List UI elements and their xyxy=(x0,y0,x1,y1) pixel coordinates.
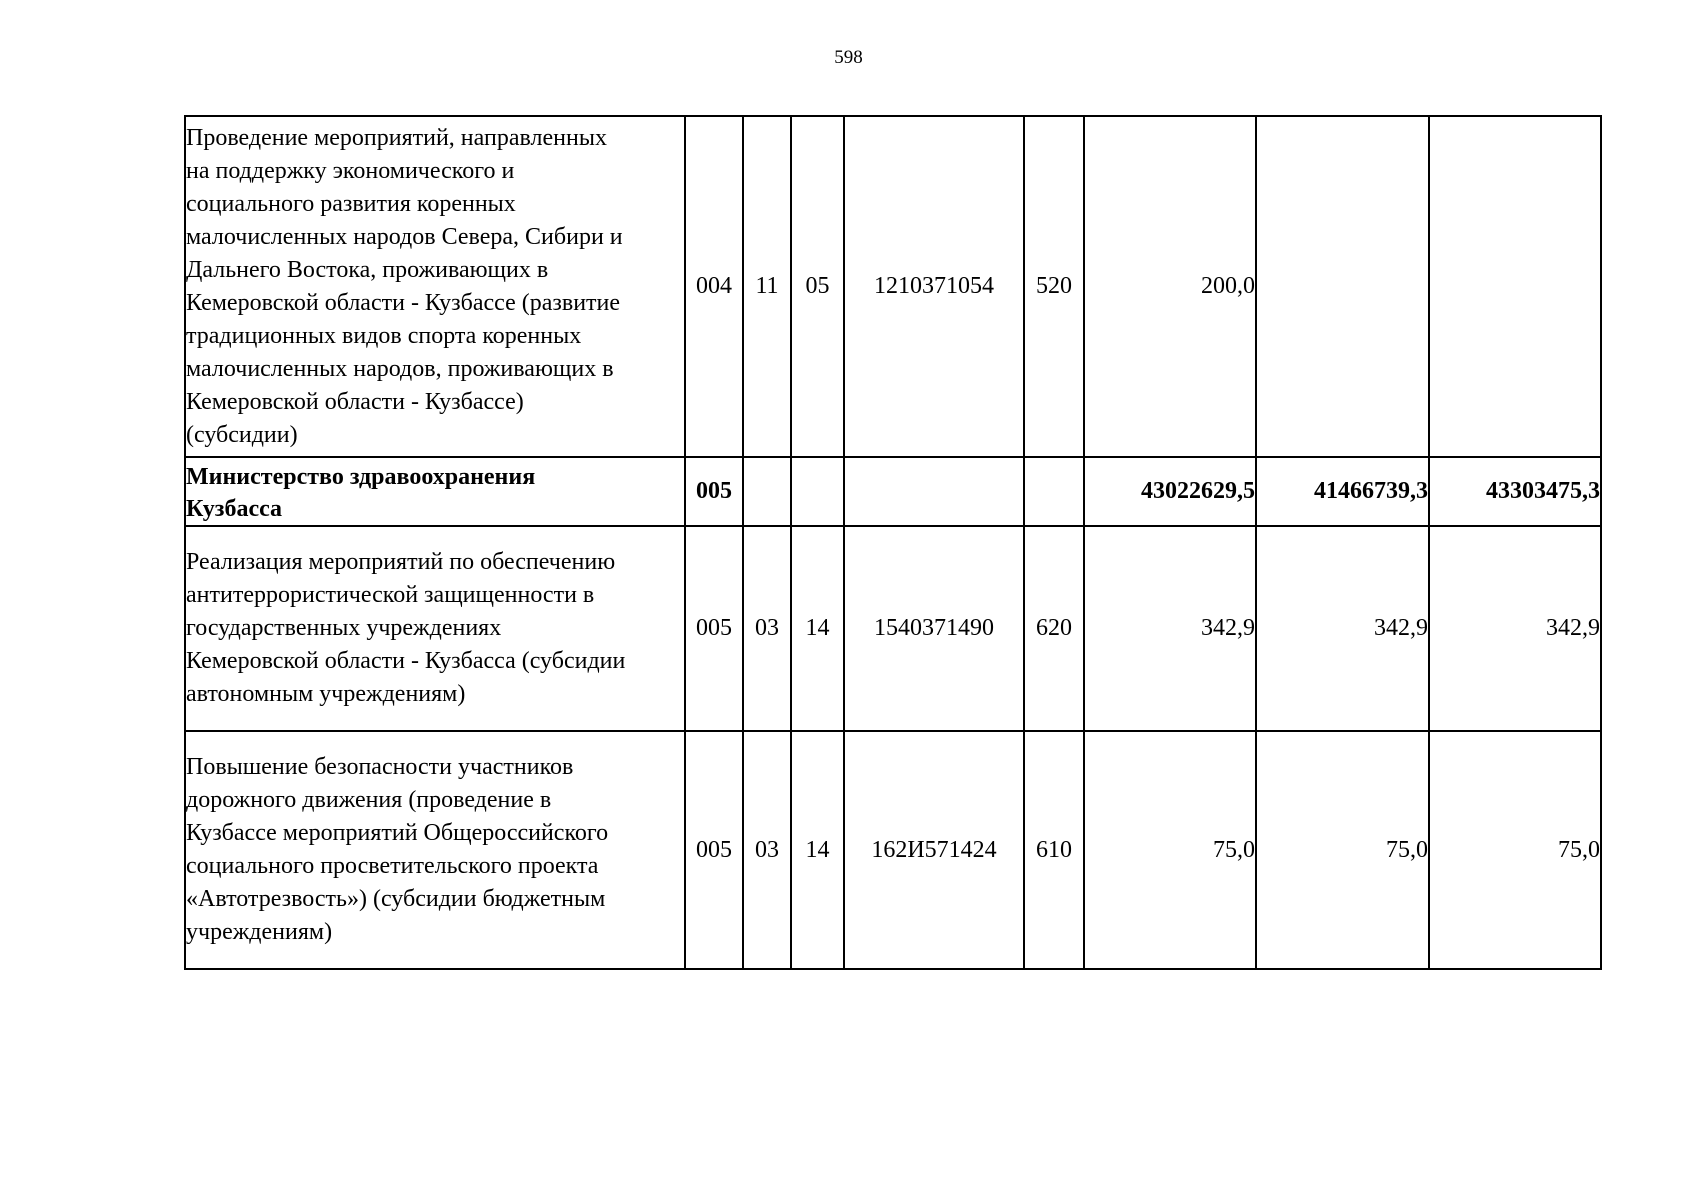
section-code: 11 xyxy=(743,116,791,457)
amount-year-1: 43022629,5 xyxy=(1084,457,1256,526)
target-article-code: 162И571424 xyxy=(844,731,1024,969)
amount-year-2: 342,9 xyxy=(1256,526,1429,731)
section-code: 03 xyxy=(743,526,791,731)
budget-table xyxy=(184,115,1602,970)
table-row xyxy=(185,116,1601,457)
table-row xyxy=(185,526,1601,731)
expense-type-code: 620 xyxy=(1024,526,1084,731)
amount-year-3 xyxy=(1429,116,1601,457)
target-article-code xyxy=(844,457,1024,526)
amount-year-2 xyxy=(1256,116,1429,457)
ministry-code: 005 xyxy=(685,457,743,526)
target-article-code: 1210371054 xyxy=(844,116,1024,457)
section-code xyxy=(743,457,791,526)
expense-type-code: 610 xyxy=(1024,731,1084,969)
ministry-code: 005 xyxy=(685,731,743,969)
amount-year-2: 75,0 xyxy=(1256,731,1429,969)
row-description: Проведение мероприятий, направленных на поддержку экономического и социального развития коренных малочисленных народов Севера, Сибири и Дальнего Востока, проживающих в Кемеровской области - Кузбассе (развитие традиционных видов спорта коренных малочисленных народов, проживающих в Кемеровской области - Кузбассе) (субсидии) xyxy=(185,116,685,457)
row-description: Реализация мероприятий по обеспечению антитеррористической защищенности в государственных учреждениях Кемеровской области - Кузбасса (субсидии автономным учреждениям) xyxy=(185,526,685,731)
amount-year-3: 75,0 xyxy=(1429,731,1601,969)
amount-year-3: 43303475,3 xyxy=(1429,457,1601,526)
expense-type-code xyxy=(1024,457,1084,526)
subsection-code xyxy=(791,457,844,526)
expense-type-code: 520 xyxy=(1024,116,1084,457)
section-code: 03 xyxy=(743,731,791,969)
table-row xyxy=(185,731,1601,969)
amount-year-3: 342,9 xyxy=(1429,526,1601,731)
target-article-code: 1540371490 xyxy=(844,526,1024,731)
subsection-code: 14 xyxy=(791,731,844,969)
amount-year-2: 41466739,3 xyxy=(1256,457,1429,526)
amount-year-1: 200,0 xyxy=(1084,116,1256,457)
table-row-ministry-total xyxy=(185,457,1601,526)
ministry-code: 004 xyxy=(685,116,743,457)
amount-year-1: 342,9 xyxy=(1084,526,1256,731)
page-number: 598 xyxy=(834,47,863,68)
ministry-code: 005 xyxy=(685,526,743,731)
amount-year-1: 75,0 xyxy=(1084,731,1256,969)
row-description: Министерство здравоохранения Кузбасса xyxy=(185,457,685,526)
row-description: Повышение безопасности участников дорожного движения (проведение в Кузбассе мероприятий Общероссийского социального просветительского проекта «Автотрезвость») (субсидии бюджетным учреждениям) xyxy=(185,731,685,969)
subsection-code: 14 xyxy=(791,526,844,731)
subsection-code: 05 xyxy=(791,116,844,457)
